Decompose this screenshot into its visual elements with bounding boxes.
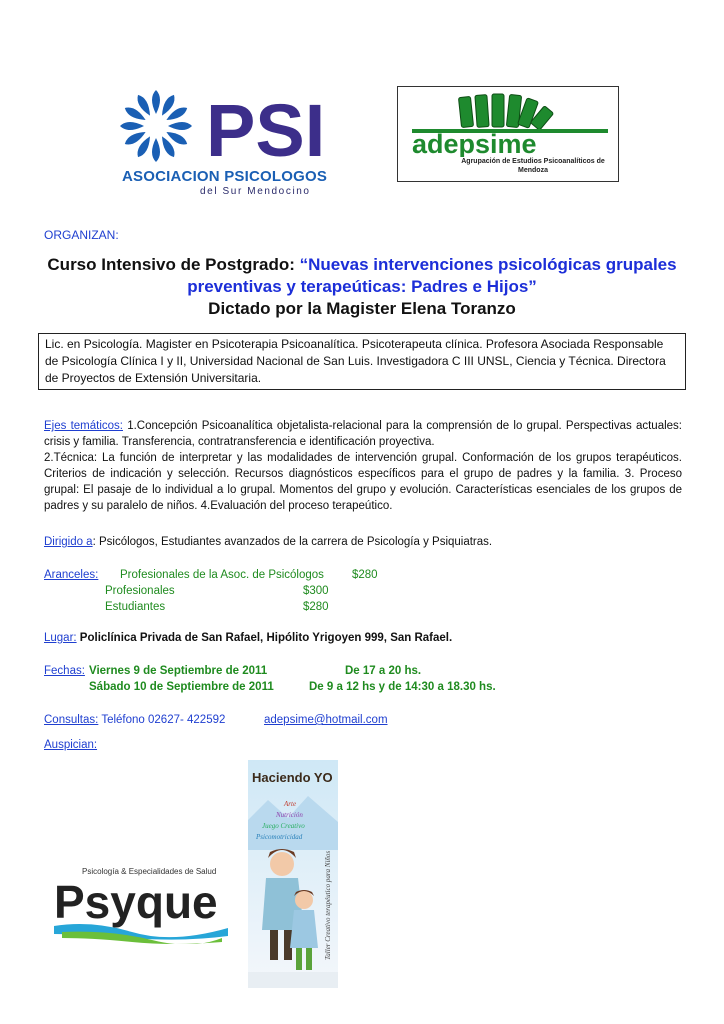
- ejes-text: 1.Concepción Psicoanalítica objetalista-relacional para la comprensión de lo grupal. Perspectivas actuales: crisis y familia. Transferencia, contratransferencia e identificación proyectiva.: [44, 420, 682, 448]
- arancel-row-2-price: $280: [303, 601, 329, 613]
- adepsime-logo: [397, 86, 619, 182]
- title-highlight: “Nuevas intervenciones psicológicas grupales preventivas y terapeúticas: Padres e Hijos”: [187, 255, 677, 296]
- arancel-row-0-name: Profesionales de la Asoc. de Psicólogos: [120, 569, 324, 581]
- psi-emblem-icon: [118, 86, 328, 168]
- consultas-section: [44, 712, 682, 728]
- psi-mark: PSI: [206, 89, 326, 168]
- fecha-row-0-date: Viernes 9 de Septiembre de 2011: [89, 665, 268, 677]
- fecha-row-0-time: De 17 a 20 hs.: [345, 665, 422, 677]
- psyque-name: Psyque: [54, 876, 218, 928]
- book-item-0: Arte: [284, 800, 297, 808]
- fecha-row-1-time: De 9 a 12 hs y de 14:30 a 18.30 hs.: [309, 681, 496, 693]
- book-cover-illustration-icon: [248, 760, 338, 988]
- book-item-3: Psicomotricidad: [256, 833, 303, 841]
- ejes-text2: 2.Técnica: La función de interpretar y las modalidades de intervención grupal. Conformación de los grupos terapéuticos. Criterios de indicación y selección. Recursos diagnósticos específicos para el grupo de padres y la familia. 3. Proceso grupal: El pasaje de lo individual a lo grupal. Momentos del grupo y evolución. Características esenciales de los grupos de padres y su paralelo de niños. 4.Evaluación del proceso terapeútico.: [44, 452, 682, 512]
- consultas-label: Consultas:: [44, 714, 99, 726]
- arancel-row-1-name: Profesionales: [105, 585, 175, 597]
- arancel-row-1-price: $300: [303, 585, 329, 597]
- adepsime-sub: Agrupación de Estudios Psicoanalíticos de Mendoza: [461, 158, 605, 174]
- arancel-row-0-price: $280: [352, 569, 378, 581]
- psi-sub: del Sur Mendocino: [200, 186, 311, 197]
- dirigido-section: [44, 534, 682, 550]
- fecha-row-1-date: Sábado 10 de Septiembre de 2011: [89, 681, 274, 693]
- arancel-row-2-name: Estudiantes: [105, 601, 166, 613]
- fechas-label: Fechas:: [44, 665, 85, 677]
- dirigido-text: : Psicólogos, Estudiantes avanzados de la carrera de Psicología y Psiquiatras.: [92, 536, 493, 548]
- course-title: [40, 254, 684, 320]
- auspician-section: [44, 737, 682, 753]
- consultas-email-link[interactable]: adepsime@hotmail.com: [264, 714, 388, 726]
- auspician-label: Auspician:: [44, 739, 98, 751]
- book-item-2: Juego Creativo: [262, 822, 305, 830]
- title-prefix: Curso Intensivo de Postgrado:: [47, 255, 300, 274]
- bio-box: Lic. en Psicología. Magister en Psicoterapia Psicoanalítica. Psicoterapeuta clínica. Profesora Asociada Responsable de Psicología Clínica I y II, Universidad Nacional de San Luis. Investigadora C III UNSL, Ciencia y Técnica. Directora de Proyectos de Extensión Universitaria.: [38, 333, 686, 390]
- lugar-label: Lugar:: [44, 632, 77, 644]
- haciendo-yo-cover: [248, 760, 338, 988]
- psyque-logo-icon: [52, 862, 232, 944]
- lugar-section: [44, 630, 682, 646]
- book-side-text: Taller Creativo terapéutico para Niños: [324, 850, 332, 960]
- psyque-tagline: Psicología & Especialidades de Salud: [82, 867, 217, 876]
- title-instructor: Dictado por la Magister Elena Toranzo: [208, 299, 516, 318]
- psyque-logo: [52, 862, 232, 944]
- fechas-section: [44, 663, 682, 695]
- books-icon: [398, 87, 618, 157]
- organizan-label: ORGANIZAN:: [44, 228, 119, 242]
- ejes-label: Ejes temáticos:: [44, 420, 123, 432]
- ejes-section: [44, 418, 682, 514]
- book-item-1: Nutrición: [276, 811, 303, 819]
- aranceles-section: [44, 567, 682, 615]
- adepsime-name: adepsime: [412, 129, 537, 157]
- psi-name: ASOCIACION PSICOLOGOS: [122, 168, 328, 185]
- psi-logo: [118, 86, 328, 202]
- aranceles-label: Aranceles:: [44, 569, 99, 581]
- dirigido-label: Dirigido a: [44, 536, 93, 548]
- lugar-text: Policlínica Privada de San Rafael, Hipólito Yrigoyen 999, San Rafael.: [76, 632, 453, 644]
- consultas-phone: Teléfono 02627- 422592: [98, 714, 226, 726]
- book-title: Haciendo YO: [252, 770, 333, 785]
